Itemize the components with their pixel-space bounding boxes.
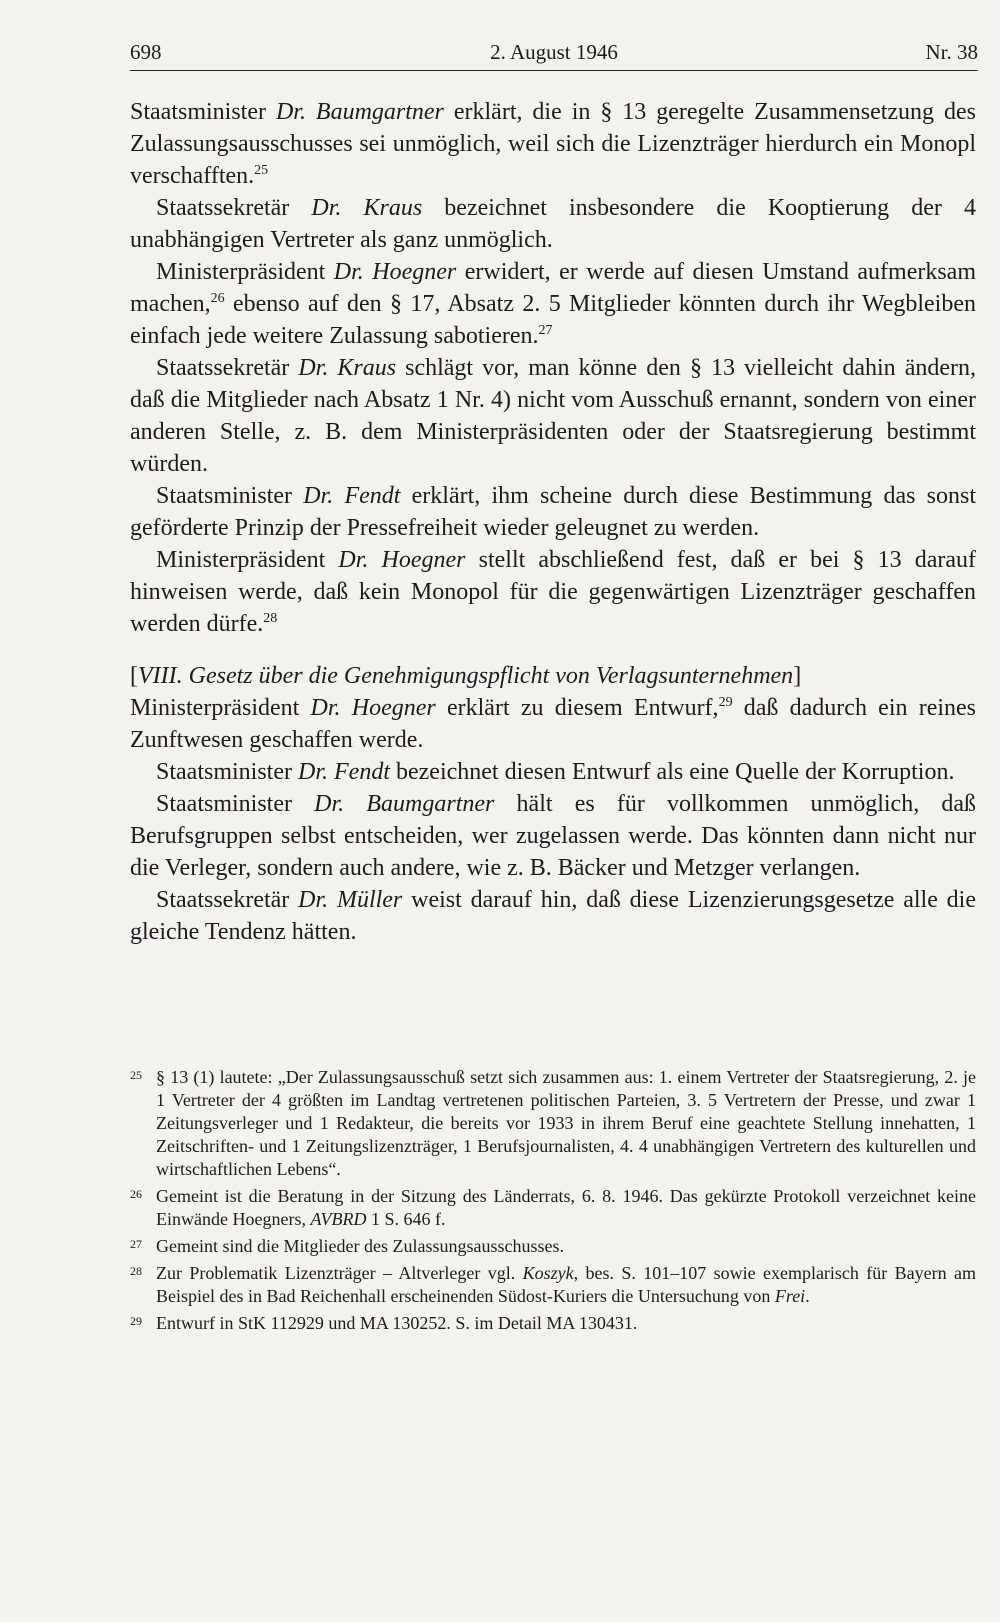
header-rule xyxy=(130,70,978,71)
section-heading: [VIII. Gesetz über die Genehmigungspflicht von Verlagsunternehmen] xyxy=(130,663,802,689)
paragraph: Ministerpräsident Dr. Hoegner erwidert, er werde auf diesen Umstand aufmerksam machen,$^{26}$ ebenso auf den § 17, Absatz 2. 5 Mitglieder könnten durch ihr Wegbleiben einfach jede weitere Zulassung sabotieren.$^{27}$ xyxy=(130,259,976,349)
header-number: Nr. 38 xyxy=(925,40,978,64)
footnote-number: 26 xyxy=(130,1187,142,1201)
footnote-ref[interactable]: 25 xyxy=(254,163,269,178)
paragraph: Staatsminister Dr. Fendt bezeichnet diesen Entwurf als eine Quelle der Korruption. xyxy=(156,759,955,785)
paragraph: Staatsminister Dr. Baumgartner hält es für vollkommen unmöglich, daß Berufsgruppen selbst entscheiden, wer zugelassen werde. Das könnten dann nicht nur die Verleger, sondern auch andere, wie z. B. Bäcker und Metzger verlangen. xyxy=(130,791,977,881)
footnote: 29 Entwurf in StK 112929 und MA 130252. S. im Detail MA 130431. xyxy=(130,1312,976,1335)
footnote-number: 25 xyxy=(130,1068,142,1082)
speaker-name: Hoegner xyxy=(381,547,466,573)
paragraph: Ministerpräsident Dr. Hoegner erklärt zu diesem Entwurf,$^{29}$ daß dadurch ein reines Zunftwesen geschaffen werde. xyxy=(130,695,977,753)
header-date: 2. August 1946 xyxy=(490,40,618,64)
speaker-name: Baumgartner xyxy=(315,99,444,125)
footnote-number: 27 xyxy=(130,1237,142,1251)
speaker-name: Müller xyxy=(336,887,403,913)
footnote: 26 Gemeint ist die Beratung in der Sitzung des Länderrats, 6. 8. 1946. Das gekürzte Protokoll verzeichnet keine Einwände Hoegners, AVBRD 1 S. 646 f. xyxy=(130,1185,976,1231)
paragraph: Staatsminister Dr. Baumgartner erklärt, die in § 13 geregelte Zusammensetzung des Zulassungsausschusses sei unmöglich, weil sich die Lizenzträger hierdurch ein Monopl verschafften.$^{25}$ xyxy=(130,99,977,189)
speaker-name: Kraus xyxy=(337,355,397,381)
footnotes xyxy=(130,1066,976,1339)
paragraph: Staatssekretär Dr. Müller weist darauf hin, daß diese Lizenzierungsgesetze alle die gleiche Tendenz hätten. xyxy=(130,887,976,945)
footnote-number: 29 xyxy=(130,1314,142,1328)
paragraph: Ministerpräsident Dr. Hoegner stellt abschließend fest, daß er bei § 13 darauf hinweisen werde, daß kein Monopol für die gegenwärtigen Lizenzträger geschaffen werden dürfe.$^{28}$ xyxy=(130,547,976,637)
paragraph: Staatssekretär Dr. Kraus bezeichnet insbesondere die Kooptierung der 4 unabhängigen Vertreter als ganz unmöglich. xyxy=(130,195,977,253)
speaker-name: Hoegner xyxy=(351,695,436,721)
footnote-ref[interactable]: 27 xyxy=(538,323,553,338)
footnote-number: 28 xyxy=(130,1264,142,1278)
footnote: 25 § 13 (1) lautete: „Der Zulassungsausschuß setzt sich zusammen aus: 1. einem Vertreter der Staatsregierung, 2. je 1 Vertreter der 4 größten im Landtag vertretenen politischen Parteien, 3. 5 Vertretern der Presse, und zwar 1 Zeitungsverleger und 1 Redakteur, die bereits vor 1933 in ihrem Beruf eine geachtete Stellung innehatten, 1 Zeitschriften- und 1 Zeitungslizenzträger, 1 Berufsjournalisten, 4. 4 unabhängigen Vertretern des kulturellen und wirtschaftlichen Lebens“. xyxy=(130,1066,976,1181)
paragraph: Staatsminister Dr. Fendt erklärt, ihm scheine durch diese Bestimmung das sonst geförderte Prinzip der Pressefreiheit wieder geleugnet zu werden. xyxy=(130,483,977,541)
speaker-name: Baumgartner xyxy=(366,791,495,817)
footnote: 28 Zur Problematik Lizenzträger – Altverleger vgl. Koszyk, bes. S. 101–107 sowie exemplarisch für Bayern am Beispiel des in Bad Reichenhall erscheinenden Südost-Kuriers die Untersuchung von Frei. xyxy=(130,1262,976,1308)
speaker-name: Kraus xyxy=(363,195,423,221)
footnote: 27 Gemeint sind die Mitglieder des Zulassungsausschusses. xyxy=(130,1235,976,1258)
speaker-name: Hoegner xyxy=(372,259,457,285)
paragraph: Staatssekretär Dr. Kraus schlägt vor, man könne den § 13 vielleicht dahin ändern, daß die Mitglieder nach Absatz 1 Nr. 4) nicht vom Ausschuß ernannt, sondern von einer anderen Stelle, z. B. dem Ministerpräsidenten oder der Staatsregierung bestimmt würden. xyxy=(130,355,977,477)
footnote-ref[interactable]: 29 xyxy=(718,695,733,710)
running-header xyxy=(130,36,978,70)
page-number: 698 xyxy=(130,40,162,64)
main-text xyxy=(130,96,976,948)
speaker-name: Fendt xyxy=(344,483,401,509)
footnote-ref[interactable]: 26 xyxy=(210,291,225,306)
footnote-ref[interactable]: 28 xyxy=(263,611,278,626)
speaker-name: Fendt xyxy=(334,759,390,785)
